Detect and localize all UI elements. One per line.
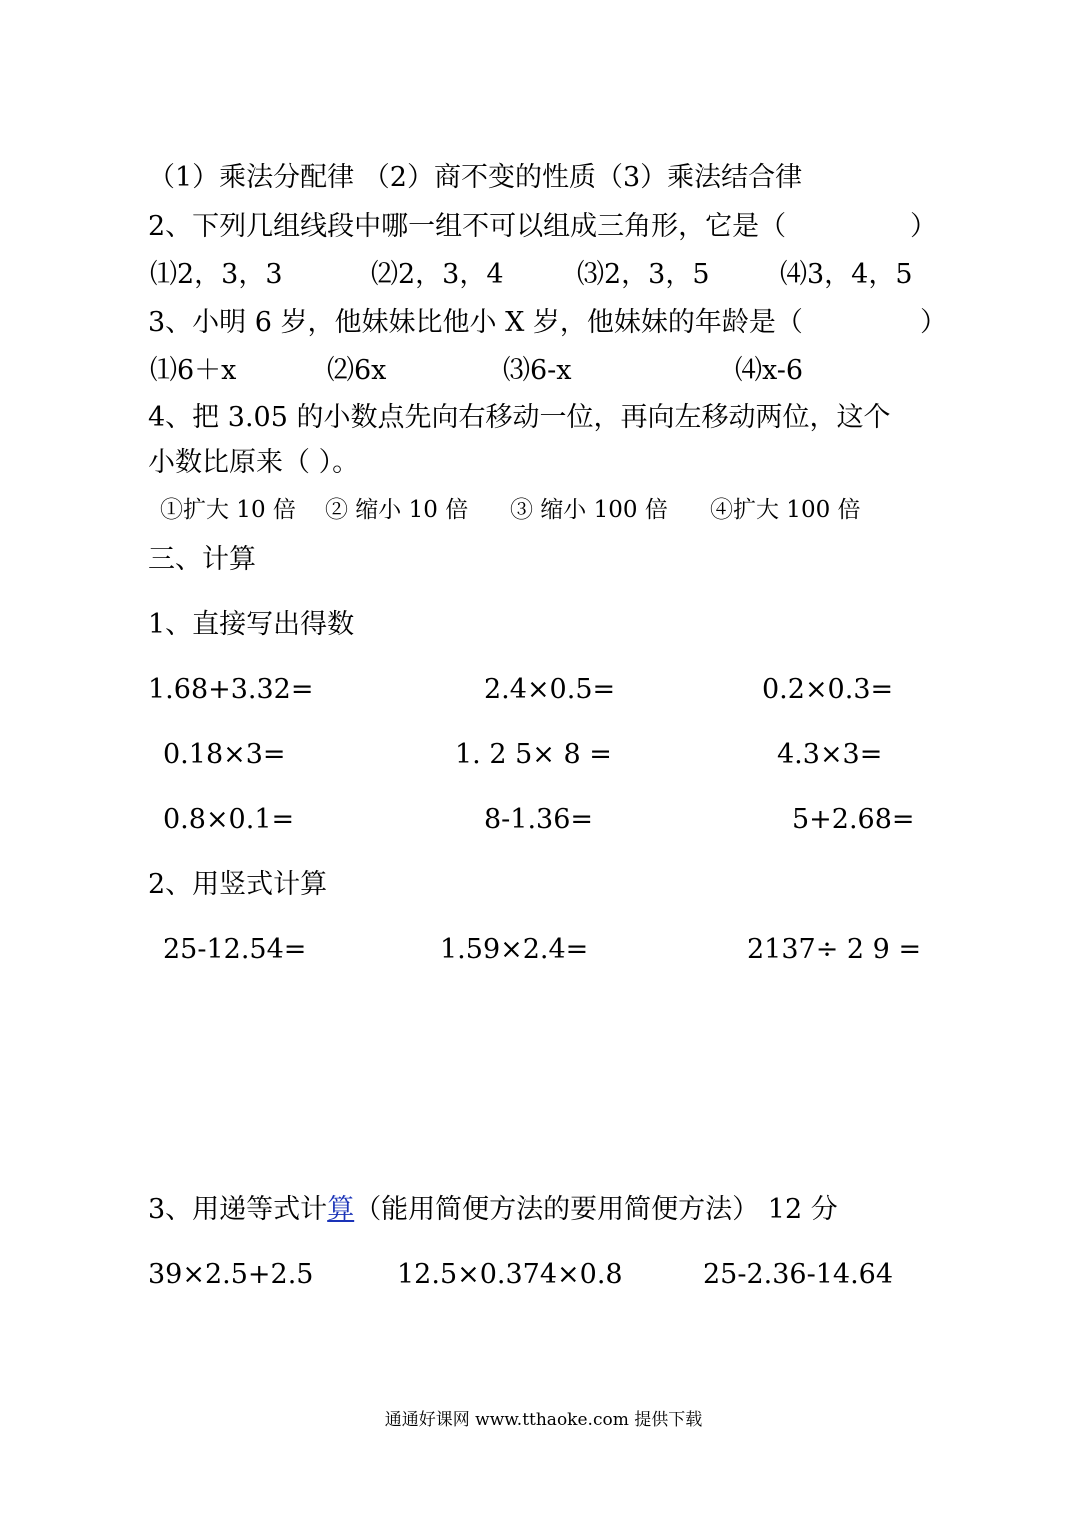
q2-question-line — [0, 207, 1087, 247]
part-1-row-3 — [0, 800, 1087, 840]
section-3-title: 三、计算 — [148, 544, 256, 575]
stepwise-calc-2: 12.5×0.374×0.8 — [397, 1259, 623, 1290]
section-3-title-line — [0, 540, 1087, 580]
part-1-title: 1、直接写出得数 — [148, 609, 355, 640]
q4-options-line — [0, 490, 1087, 530]
part-3-title — [148, 1190, 838, 1230]
q4-line-2 — [0, 443, 1087, 483]
calc-2-2: 1. 2 5× 8 = — [455, 739, 612, 770]
q4-option-1: ①扩大 10 倍 — [160, 497, 296, 523]
q3-option-2: ⑵6x — [327, 355, 387, 386]
stepwise-calc-3: 25-2.36-14.64 — [703, 1259, 894, 1290]
q3-question-line — [0, 303, 1087, 343]
q1-options-line — [0, 158, 1087, 198]
q3-options-line — [0, 351, 1087, 391]
calc-2-3: 4.3×3= — [777, 739, 883, 770]
q3-question: 3、小明 6 岁，他妹妹比他小 X 岁，他妹妹的年龄是（ — [148, 307, 803, 338]
calc-2-1: 0.18×3= — [163, 739, 286, 770]
part-3-title-prefix: 3、用递等式计 — [148, 1194, 328, 1225]
vertical-calc-3: 2137÷ 2 9 = — [747, 934, 922, 965]
calc-1-1: 1.68+3.32= — [148, 674, 314, 705]
part-2-row — [0, 930, 1087, 970]
calc-3-3: 5+2.68= — [792, 804, 915, 835]
part-3-row — [0, 1255, 1087, 1295]
part-3-title-suffix: （能用简便方法的要用简便方法） 12 分 — [354, 1194, 838, 1225]
calc-1-3: 0.2×0.3= — [762, 674, 894, 705]
part-1-title-line — [0, 605, 1087, 645]
calc-3-2: 8-1.36= — [484, 804, 594, 835]
q4-question-part2: 小数比原来（ ）。 — [148, 447, 360, 478]
part-2-title-line — [0, 865, 1087, 905]
q4-line-1 — [0, 398, 1087, 438]
part-3-title-line — [0, 1190, 1087, 1230]
q2-option-2: ⑵2，3，4 — [371, 259, 504, 290]
part-3-title-link[interactable]: 算 — [327, 1194, 355, 1225]
q2-option-3: ⑶2，3，5 — [577, 259, 710, 290]
vertical-calc-2: 1.59×2.4= — [440, 934, 589, 965]
part-2-title: 2、用竖式计算 — [148, 869, 328, 900]
q3-close-paren: ） — [920, 307, 947, 338]
q2-question: 2、下列几组线段中哪一组不可以组成三角形，它是（ — [148, 211, 787, 242]
vertical-calc-1: 25-12.54= — [163, 934, 307, 965]
calc-1-2: 2.4×0.5= — [484, 674, 616, 705]
q4-question-part1: 4、把 3.05 的小数点先向右移动一位，再向左移动两位，这个 — [148, 402, 891, 433]
q2-option-1: ⑴2，3，3 — [150, 259, 283, 290]
q4-option-3: ③ 缩小 100 倍 — [510, 497, 668, 523]
part-1-row-2 — [0, 735, 1087, 775]
q4-option-2: ② 缩小 10 倍 — [325, 497, 469, 523]
q3-option-3: ⑶6-x — [503, 355, 572, 386]
q3-option-1: ⑴6＋x — [150, 355, 237, 386]
page-footer: 通通好课网 www.tthaoke.com 提供下载 — [384, 1410, 703, 1430]
q1-options: （1）乘法分配律 （2）商不变的性质（3）乘法结合律 — [148, 162, 803, 193]
q2-close-paren: ） — [910, 211, 937, 242]
q4-option-4: ④扩大 100 倍 — [710, 497, 861, 523]
q3-option-4: ⑷x-6 — [735, 355, 804, 386]
q2-option-4: ⑷3，4，5 — [780, 259, 913, 290]
q2-options-line — [0, 255, 1087, 295]
stepwise-calc-1: 39×2.5+2.5 — [148, 1259, 314, 1290]
calc-3-1: 0.8×0.1= — [163, 804, 295, 835]
part-1-row-1 — [0, 670, 1087, 710]
